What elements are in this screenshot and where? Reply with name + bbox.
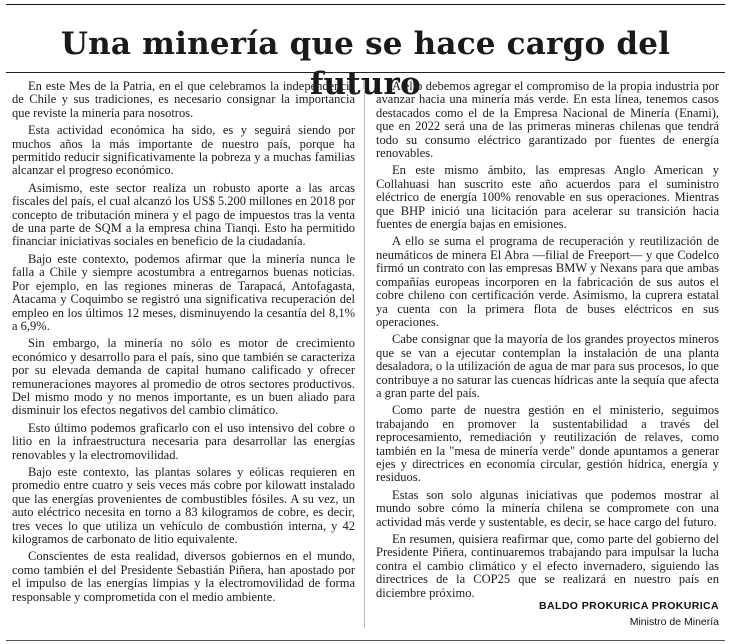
paragraph: En resumen, quisiera reafirmar que, como parte del gobierno del Presidente Piñera, continuaremos trabajando para impulsar la lucha contra el cambio climático y el efecto invernadero, siguiendo las directrices de la COP25 que se realizará en nuestro país en diciembre próximo. xyxy=(376,532,719,600)
paragraph: Asimismo, este sector realiza un robusto aporte a las arcas fiscales del país, el cual alcanzó los US$ 5.200 millones en 2018 por concepto de tributación minera y el pago de impuestos tras la venta de una parte de SQM a la empresa china Tianqi. Esto ha permitido financiar iniciativas sociales en beneficio de la ciudadanía. xyxy=(12,180,355,249)
paragraph: Esta actividad económica ha sido, es y seguirá siendo por muchos años la más importante de nuestro país, porque ha permitido reducir significativamente la pobreza y a muchas familias alcanzar el progreso económico. xyxy=(12,123,355,178)
paragraph: Conscientes de esta realidad, diversos gobiernos en el mundo, como también el del Presidente Sebastián Piñera, han apostado por el impulso de las energías limpias y la electromovilidad de forma responsable y comprometida con el medio ambiente. xyxy=(12,549,355,604)
paragraph: Esto último podemos graficarlo con el uso intensivo del cobre o litio en la infraestructura necesaria para desarrollar las energías renovables y la electromovilidad. xyxy=(12,420,355,462)
paragraph: En este Mes de la Patria, en el que celebramos la independencia de Chile y sus tradiciones, es necesario consignar la importancia que reviste la minería para nosotros. xyxy=(12,79,355,120)
right-column xyxy=(376,80,719,604)
paragraph: Bajo este contexto, las plantas solares y eólicas requieren en promedio entre cuatro y seis veces más cobre por kilowatt instalado que las energías provenientes de combustibles fósiles. A su vez, un auto eléctrico necesita en torno a 83 kilogramos de cobre, es decir, tres veces lo que utiliza un vehículo de combustión interna, y 42 kilogramos de carbonato de litio equivalente. xyxy=(12,464,355,546)
article-title: Una minería que se hace cargo del futuro xyxy=(60,26,671,102)
title-rule xyxy=(6,72,725,73)
paragraph: Bajo este contexto, podemos afirmar que la minería nunca le falla a Chile y siempre acostumbra a entregarnos buenas noticias. Por ejemplo, en las regiones mineras de Tarapacá, Antofagasta, Atacama y Coquimbo se registró una significativa recuperación del empleo en los últimos 12 meses, disminuyendo la cesantía del 8,1% a 6,9%. xyxy=(12,251,355,333)
bottom-rule xyxy=(6,640,725,641)
paragraph: A ello debemos agregar el compromiso de la propia industria por avanzar hacia una minería más verde. En esta línea, tenemos casos destacados como el de la Empresa Nacional de Minería (Enami), que en 2022 será una de las primeras mineras chilenas que tendrá todo su consumo eléctrico garantizado por fuentes de energía renovables. xyxy=(376,79,719,161)
left-column xyxy=(12,80,355,608)
paragraph: Estas son solo algunas iniciativas que podemos mostrar al mundo sobre cómo la minería chilena se compromete con una actividad más verde y sustentable, es decir, se hace cargo del futuro. xyxy=(376,487,719,529)
author-signature xyxy=(539,600,719,628)
paragraph: Cabe consignar que la mayoría de los grandes proyectos mineros que se van a ejecutar contemplan la instalación de una planta desaladora, o la utilización de agua de mar para sus procesos, lo que contribuye a no saturar las cuencas hídricas ante la sequía que afecta a gran parte del país. xyxy=(376,332,719,400)
paragraph: Como parte de nuestra gestión en el ministerio, seguimos trabajando en promover la sustentabilidad a través del reprocesamiento, remediación y reutilización de relaves, como también en la "mesa de minería verde" donde apuntamos a generar ejes y directrices en economía circular, gestión hídrica, energía y residuos. xyxy=(376,403,719,485)
author-name: BALDO PROKURICA PROKURICA xyxy=(539,600,719,612)
top-rule xyxy=(6,4,725,5)
paragraph: Sin embargo, la minería no sólo es motor de crecimiento económico y desarrollo para el país, sino que también se caracteriza por su elevada demanda de capital humano calificado y ofrecer remuneraciones mayores al promedio de otros sectores productivos. Del mismo modo y no menos importante, es un buen aliado para disminuir los efectos negativos del cambio climático. xyxy=(12,336,355,418)
paragraph: En este mismo ámbito, las empresas Anglo American y Collahuasi han suscrito este año acuerdos para el suministro eléctrico de energía 100% renovable en sus operaciones. Mientras que BHP inició una licitación para acelerar su transición hacia fuentes de energía bajas en emisiones. xyxy=(376,163,719,232)
column-divider xyxy=(364,80,365,628)
author-role: Ministro de Minería xyxy=(629,616,719,628)
paragraph: A ello se suma el programa de recuperación y reutilización de neumáticos de minera El Abra —filial de Freeport— y que Codelco firmó un contrato con las empresas BMW y Nexans para que ambas compañías europeas incorporen en la fabricación de sus autos el cobre chileno con certificación verde. Asimismo, la cuprera estatal ya cuenta con la primera flota de buses eléctricos en sus operaciones. xyxy=(376,234,719,329)
